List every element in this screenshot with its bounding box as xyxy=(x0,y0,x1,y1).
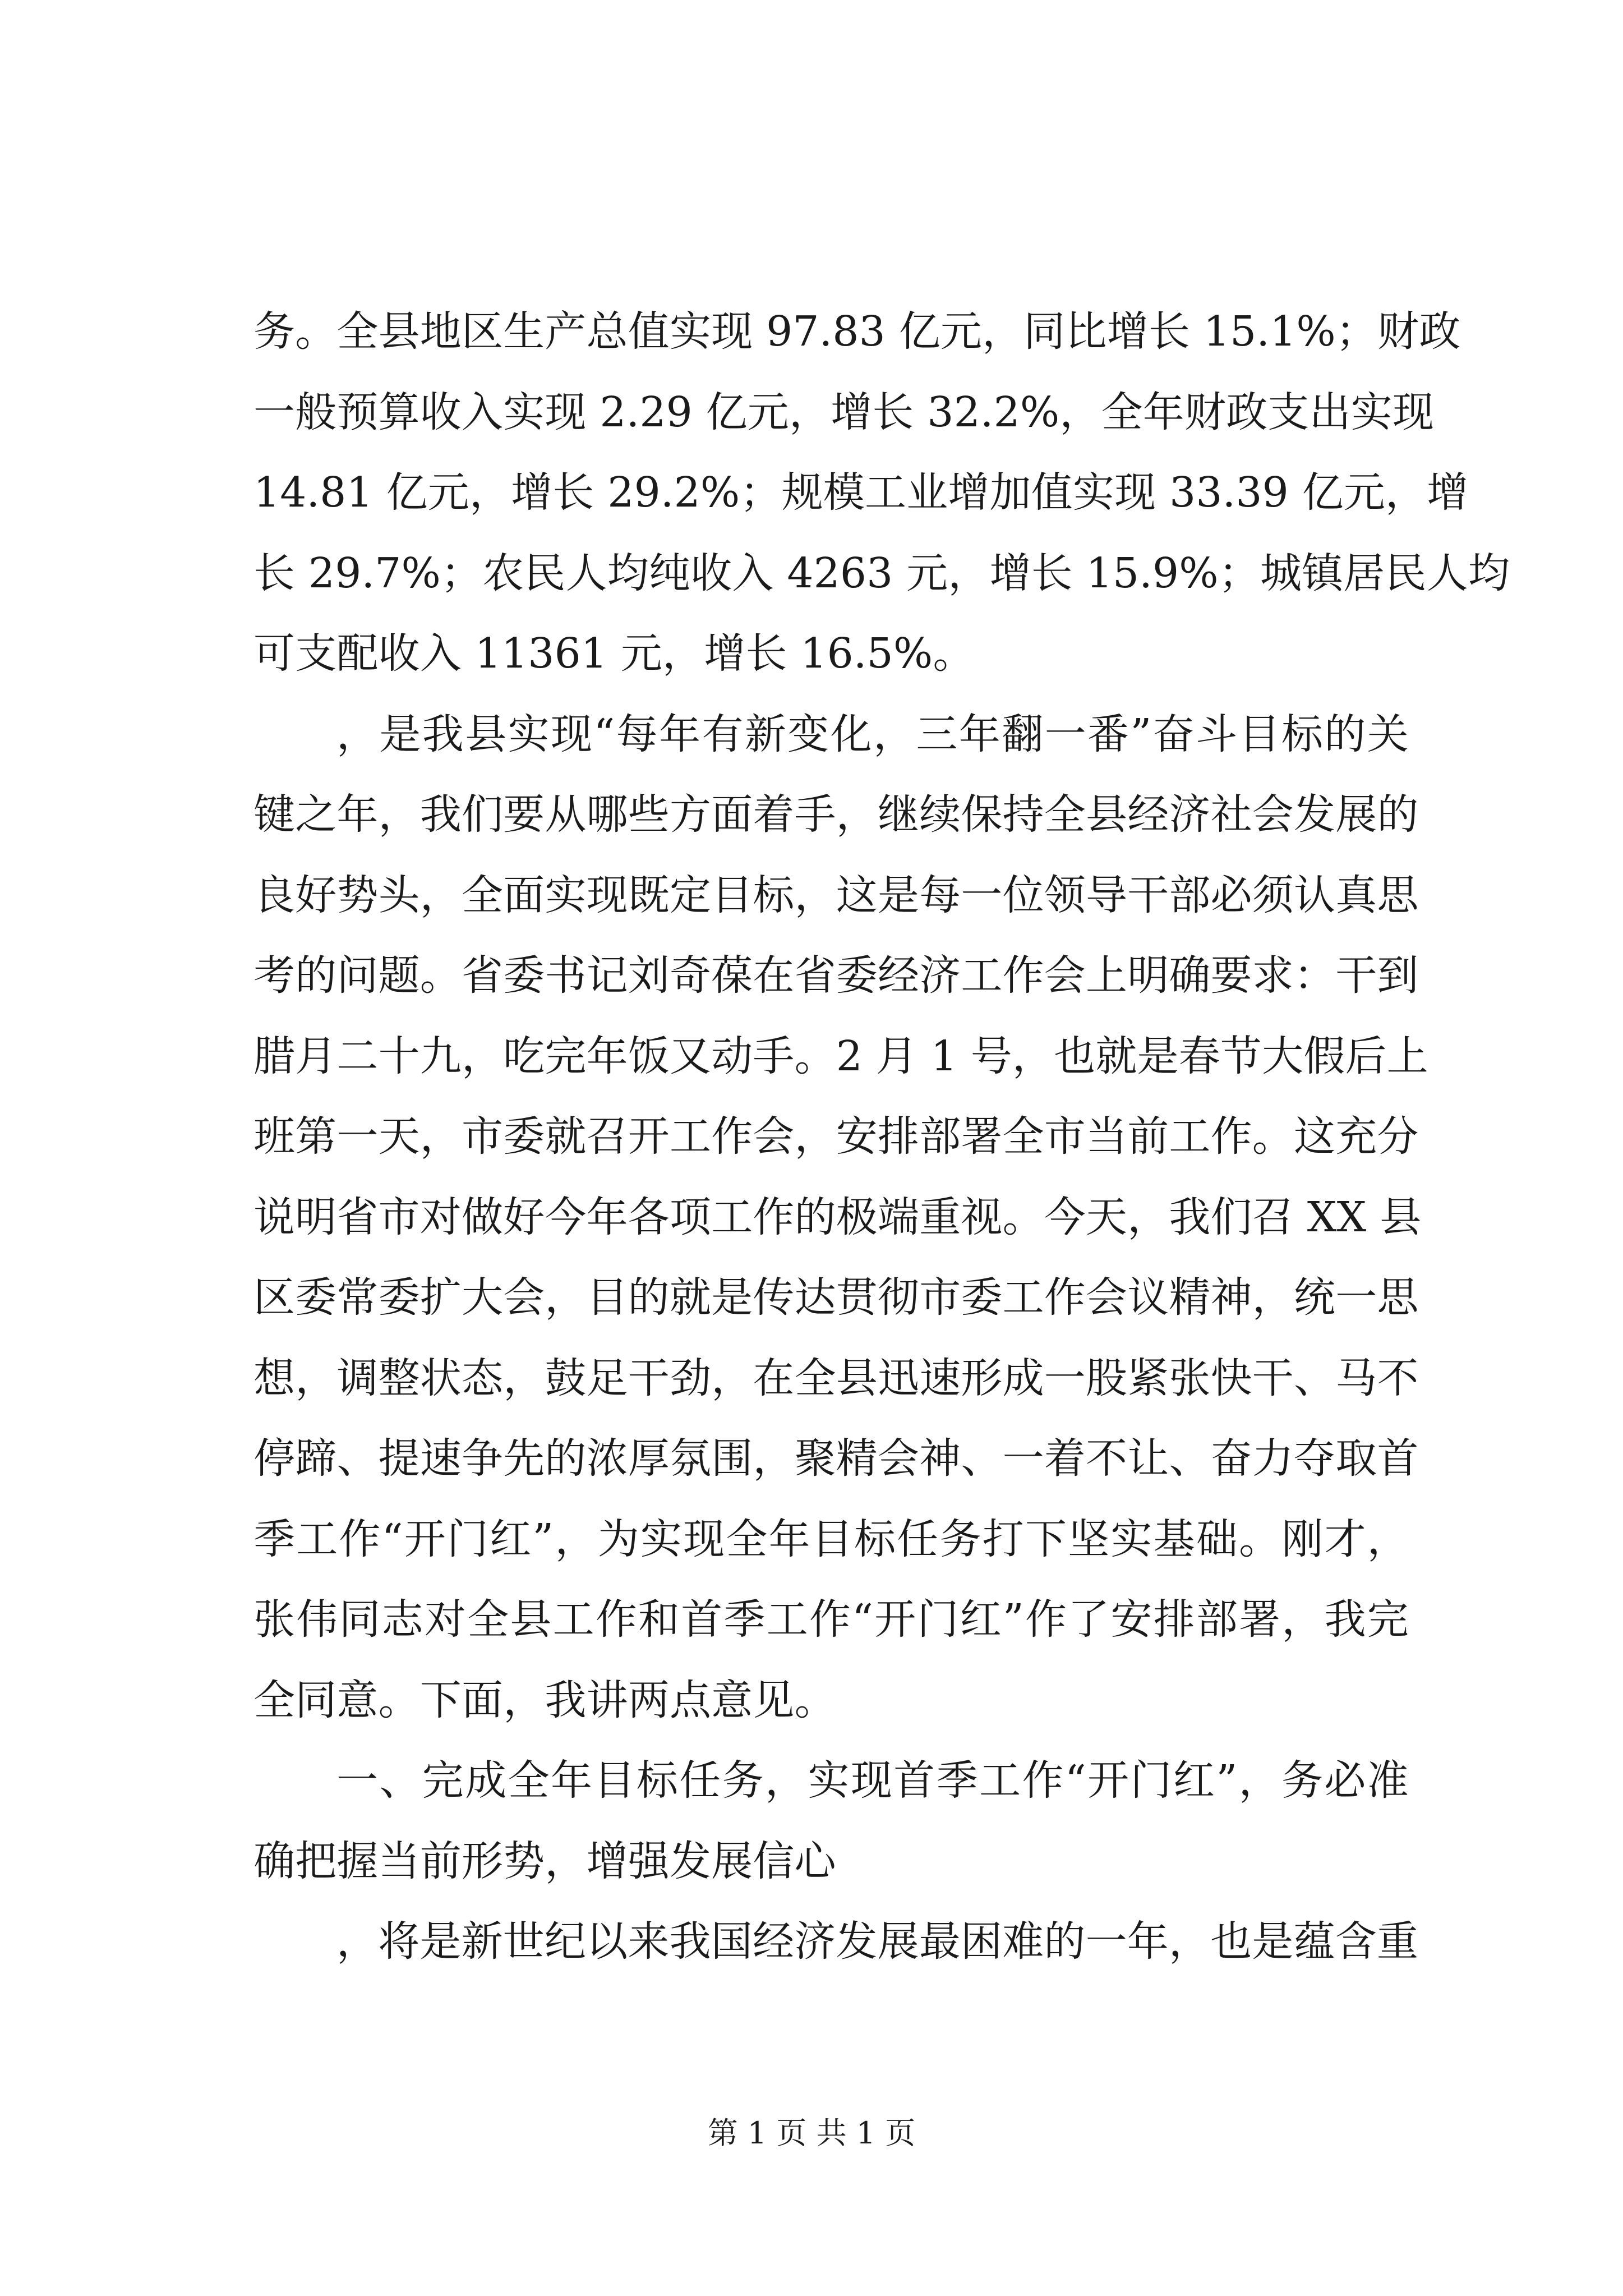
text-line: ，将是新世纪以来我国经济发展最困难的一年，也是蕴含重 xyxy=(336,1917,1419,1966)
section-heading-line: 确把握当前形势，增强发展信心 xyxy=(253,1837,836,1885)
text-line: 停蹄、提速争先的浓厚氛围，聚精会神、一着不让、奋力夺取首 xyxy=(253,1434,1419,1483)
text-line: 说明省市对做好今年各项工作的极端重视。今天，我们召 XX 县 xyxy=(253,1193,1422,1241)
text-line: 张伟同志对全县工作和首季工作“开门红”作了安排部署，我完 xyxy=(253,1595,1409,1644)
text-line: 想，调整状态，鼓足干劲，在全县迅速形成一股紧张快干、马不 xyxy=(253,1354,1419,1402)
document-body xyxy=(253,292,1510,1982)
text-line: 季工作“开门红”，为实现全年目标任务打下坚实基础。刚才， xyxy=(253,1515,1409,1563)
text-line: 腊月二十九，吃完年饭又动手。2 月 1 号，也就是春节大假后上 xyxy=(253,1032,1428,1080)
text-line: 可支配收入 11361 元，增长 16.5%。 xyxy=(253,629,975,678)
section-heading-line: 一、完成全年目标任务，实现首季工作“开门红”，务必准 xyxy=(336,1756,1409,1805)
text-line: 14.81 亿元，增长 29.2%；规模工业增加值实现 33.39 亿元，增 xyxy=(253,468,1469,517)
text-line: 长 29.7%；农民人均纯收入 4263 元，增长 15.9%；城镇居民人均 xyxy=(253,549,1510,597)
text-line: 一般预算收入实现 2.29 亿元，增长 32.2%，全年财政支出实现 xyxy=(253,388,1435,436)
page-footer: 第 1 页 共 1 页 xyxy=(707,2115,916,2151)
text-line: ，是我县实现“每年有新变化，三年翻一番”奋斗目标的关 xyxy=(336,710,1409,758)
text-line: 键之年，我们要从哪些方面着手，继续保持全县经济社会发展的 xyxy=(253,790,1419,839)
text-line: 考的问题。省委书记刘奇葆在省委经济工作会上明确要求：干到 xyxy=(253,951,1419,1000)
text-line: 全同意。下面，我讲两点意见。 xyxy=(253,1676,836,1724)
text-line: 务。全县地区生产总值实现 97.83 亿元，同比增长 15.1%；财政 xyxy=(253,307,1461,356)
text-line: 良好势头，全面实现既定目标，这是每一位领导干部必须认真思 xyxy=(253,871,1419,919)
text-line: 区委常委扩大会，目的就是传达贯彻市委工作会议精神，统一思 xyxy=(253,1273,1419,1322)
text-line: 班第一天，市委就召开工作会，安排部署全市当前工作。这充分 xyxy=(253,1112,1419,1161)
